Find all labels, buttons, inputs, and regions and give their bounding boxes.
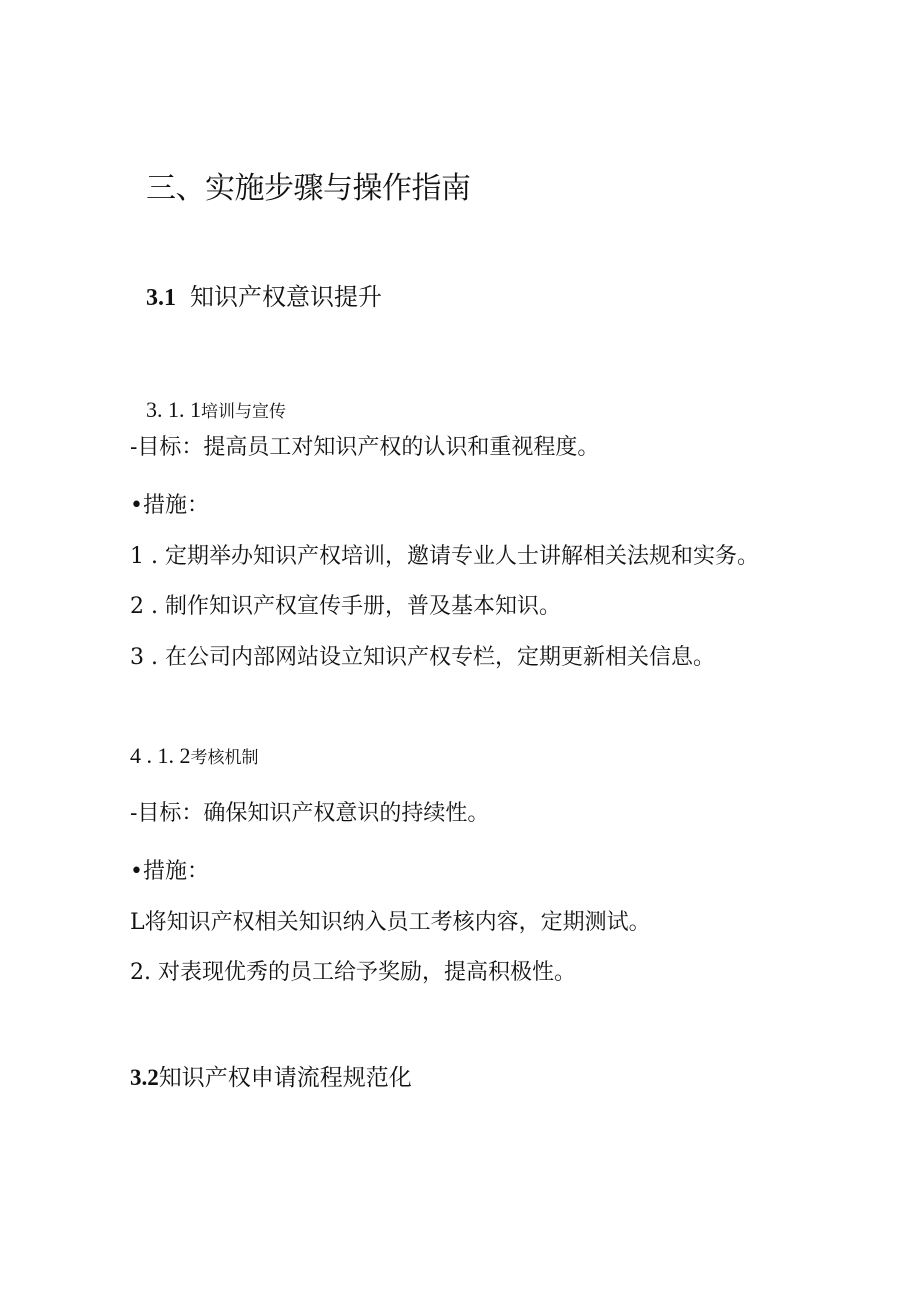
- list-item: 1 . 定期举办知识产权培训，邀请专业人士讲解相关法规和实务。: [130, 544, 759, 569]
- heading-3-1-2-title: 考核机制: [190, 748, 259, 768]
- list-item: L将知识产权相关知识纳入员工考核内容，定期测试。: [130, 910, 651, 935]
- heading-3-1: [146, 285, 382, 310]
- heading-3-1-2: [130, 745, 259, 767]
- heading-3-1-number: 3.1: [146, 285, 176, 311]
- heading-3-1-2-number: 4 . 1. 2: [130, 743, 191, 768]
- heading-3-2-number: 3.2: [130, 1065, 159, 1090]
- list-item: 2 . 制作知识产权宣传手册，普及基本知识。: [130, 594, 561, 619]
- heading-3-1-1-number: 3. 1. 1: [146, 397, 201, 422]
- heading-3-2: [130, 1066, 412, 1090]
- measures-label-3-1-2: •措施：: [130, 859, 209, 884]
- list-item: 2. 对表现优秀的员工给予奖励，提高积极性。: [130, 960, 576, 985]
- heading-3-2-title: 知识产权申请流程规范化: [158, 1065, 412, 1091]
- heading-3-1-1: [146, 399, 286, 421]
- list-item: 3 . 在公司内部网站设立知识产权专栏，定期更新相关信息。: [130, 645, 715, 670]
- heading-3-1-title: 知识产权意识提升: [190, 283, 382, 311]
- measures-label-3-1-1: •措施：: [130, 493, 209, 518]
- section-title: 三、实施步骤与操作指南: [146, 171, 471, 206]
- goal-3-1-2: -目标：确保知识产权意识的持续性。: [130, 801, 490, 826]
- goal-3-1-1: -目标：提高员工对知识产权的认识和重视程度。: [130, 435, 600, 460]
- heading-3-1-1-title: 培训与宣传: [201, 402, 286, 422]
